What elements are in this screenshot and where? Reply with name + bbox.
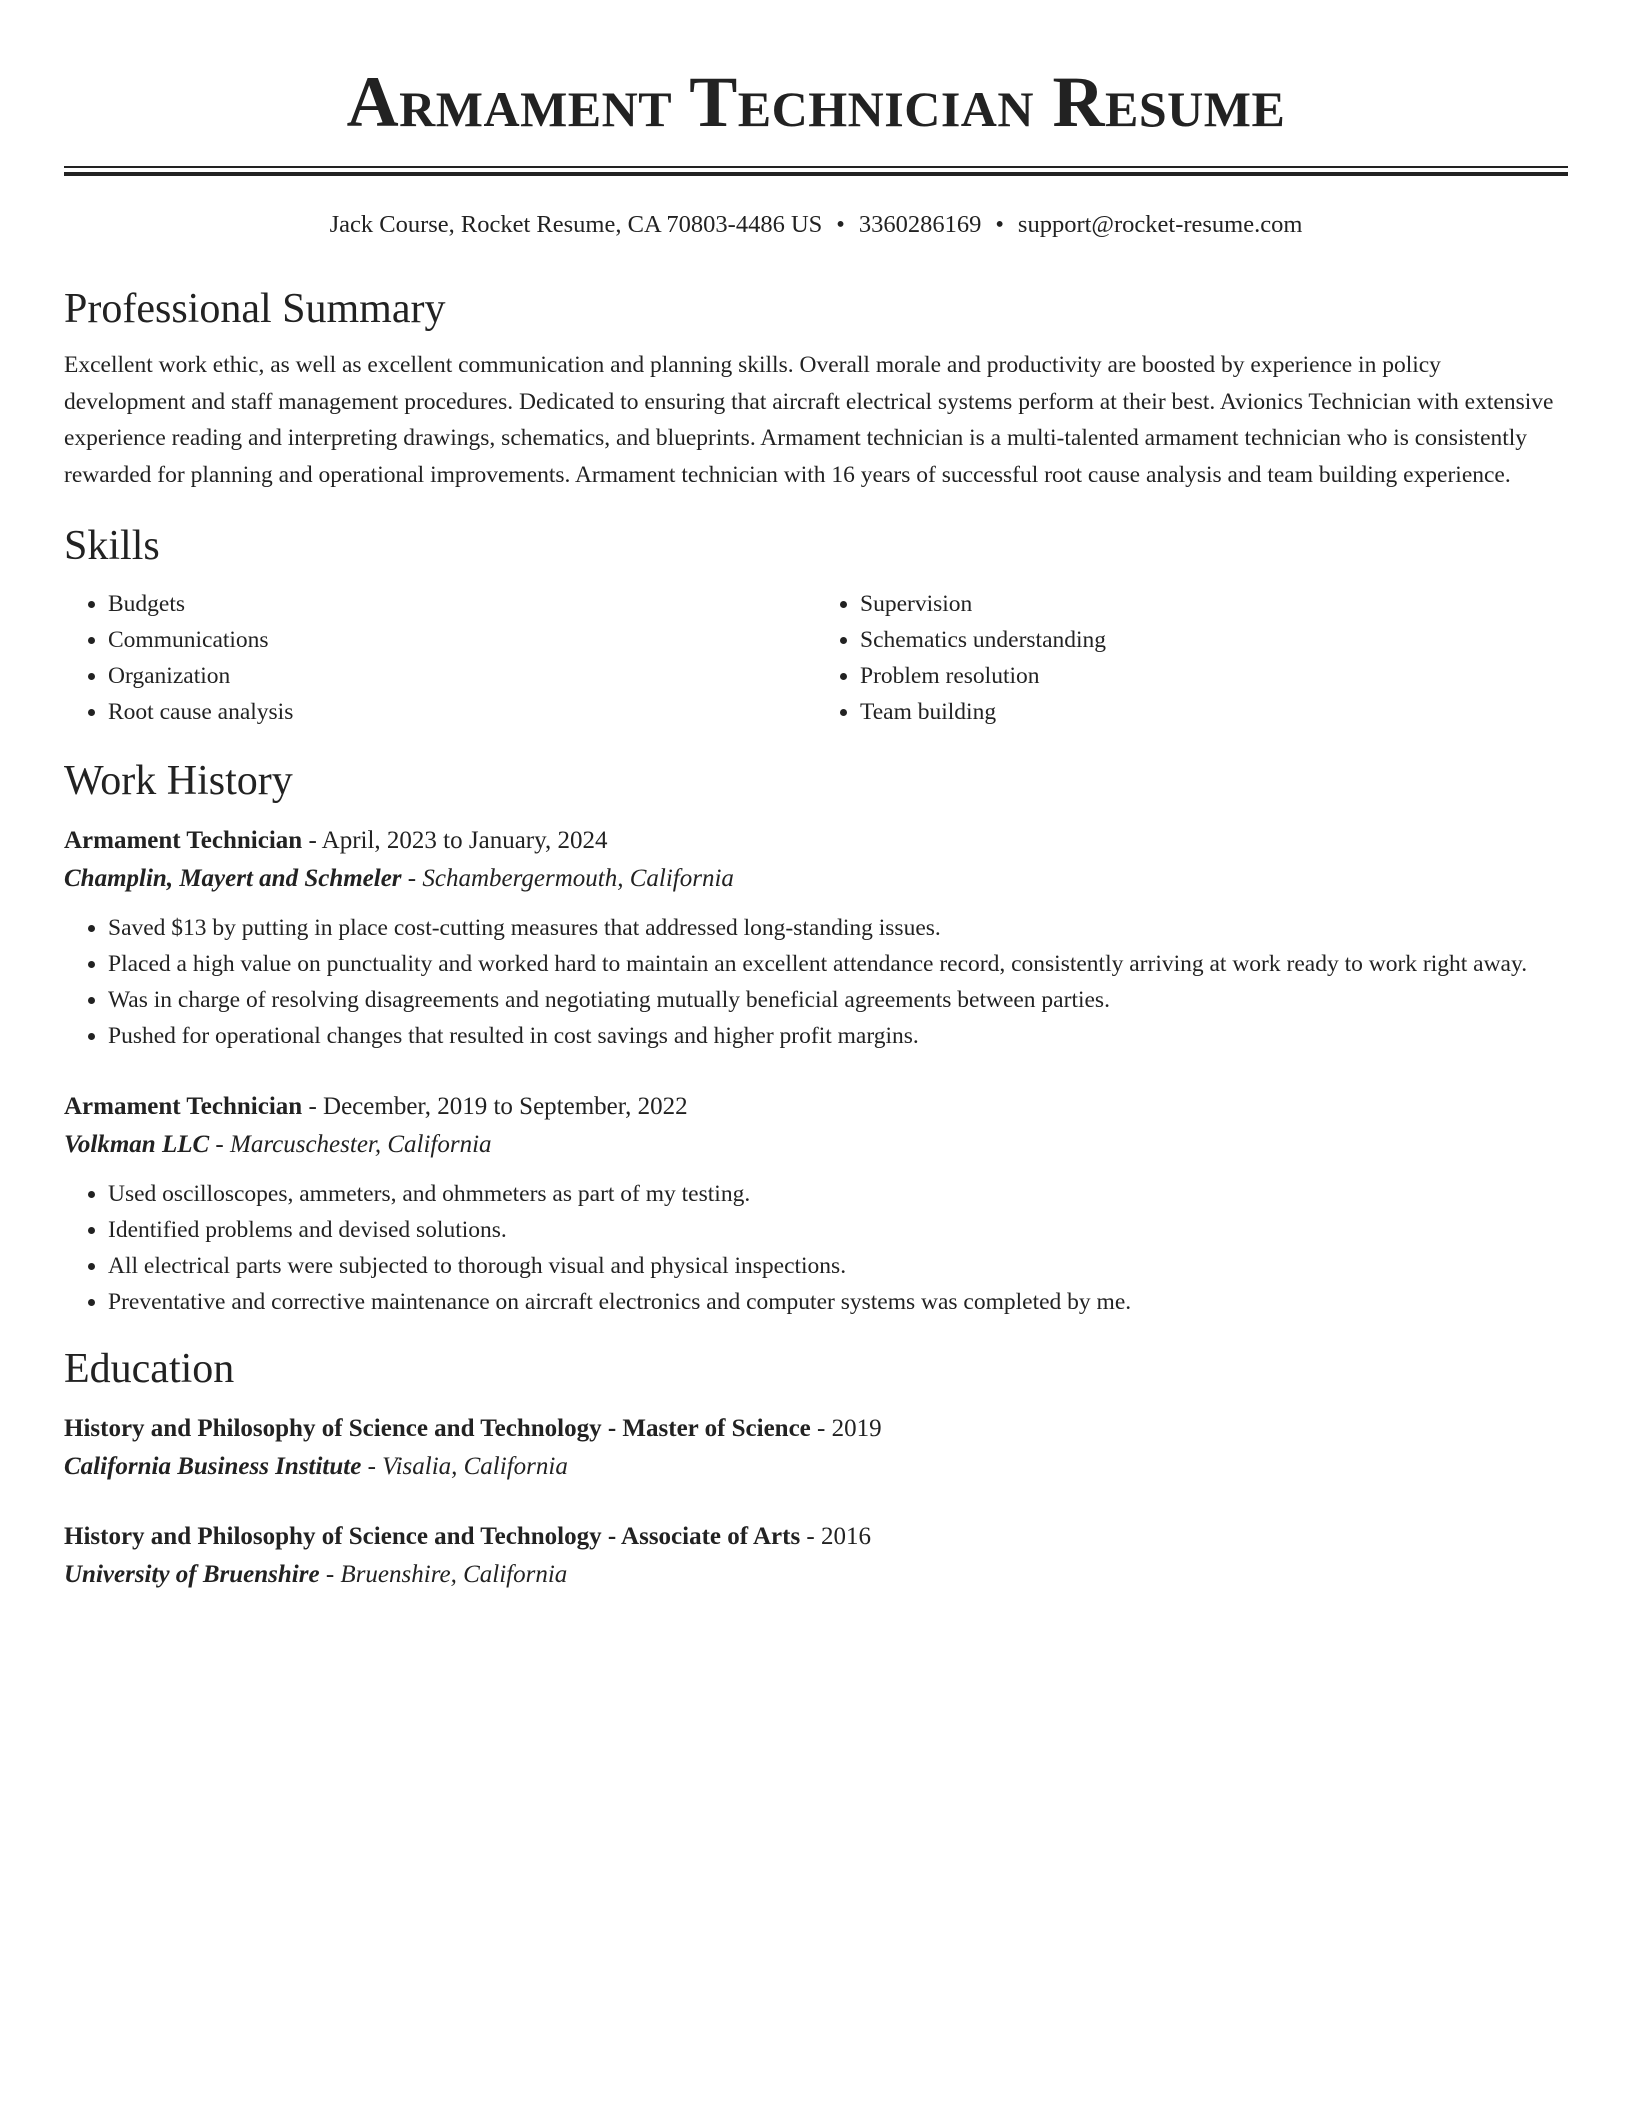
education-degree: History and Philosophy of Science and Technology - Master of Science [64,1415,811,1442]
skill-item: • Schematics understanding [860,622,1568,658]
work-history-heading: Work History [64,758,293,804]
skill-item: • Communications [108,622,816,658]
job-header [64,1088,1568,1126]
skills-list-left [64,586,816,730]
education-entry [64,1410,1568,1486]
job-employer-line [64,860,1568,898]
education-location: - Visalia, California [361,1453,568,1480]
contact-separator: • [836,211,845,238]
education-school-line [64,1448,1568,1486]
contact-separator: • [995,211,1004,238]
summary-heading: Professional Summary [64,286,446,332]
job-duty: • Identified problems and devised solutions. [108,1212,1568,1248]
job-duties-list [64,1176,1568,1320]
summary-text: Excellent work ethic, as well as excellent communication and planning skills. Overall morale and productivity are boosted by experience in policy development and staff management procedures. Dedicated to ensuring that aircraft electrical systems perform at their best. Avionics Technician with extensive experience reading and interpreting drawings, schematics, and blueprints. Armament technician is a multi-talented armament technician who is consistently rewarded for planning and operational improvements. Armament technician with 16 years of successful root cause analysis and team building experience. [64,352,1554,488]
contact-line [64,210,1568,240]
education-header [64,1410,1568,1448]
education-school-line [64,1556,1568,1594]
job-dates: - April, 2023 to January, 2024 [302,827,608,854]
job-duty: • Used oscilloscopes, ammeters, and ohmmeters as part of my testing. [108,1176,1568,1212]
skills-columns [64,586,1568,730]
job-duty: • Preventative and corrective maintenance on aircraft electronics and computer systems was completed by me. [108,1284,1568,1320]
job-entry [64,1088,1568,1320]
education-degree: History and Philosophy of Science and Technology - Associate of Arts [64,1523,801,1550]
job-duty: • Saved $13 by putting in place cost-cutting measures that addressed long-standing issues. [108,910,1568,946]
education-heading: Education [64,1346,235,1392]
education-school: University of Bruenshire [64,1561,320,1588]
education-entry [64,1518,1568,1594]
title-double-rule [64,166,1568,176]
skill-item: • Problem resolution [860,658,1568,694]
job-duty: • Pushed for operational changes that resulted in cost savings and higher profit margins. [108,1018,1568,1054]
job-company: Volkman LLC [64,1131,210,1158]
skill-item: • Budgets [108,586,816,622]
job-location: - Schambergermouth, California [401,865,734,892]
skills-heading: Skills [64,523,160,569]
contact-phone: 3360286169 [858,211,982,238]
job-duties-list [64,910,1568,1054]
contact-email: support@rocket-resume.com [1017,211,1303,238]
education-location: - Bruenshire, California [319,1561,568,1588]
skill-item: • Team building [860,694,1568,730]
skill-item: • Supervision [860,586,1568,622]
education-year: - 2019 [810,1415,882,1442]
job-header [64,822,1568,860]
education-school: California Business Institute [64,1453,362,1480]
job-dates: - December, 2019 to September, 2022 [302,1093,688,1120]
contact-address: Jack Course, Rocket Resume, CA 70803-4486 US [329,211,823,238]
education-year: - 2016 [800,1523,871,1550]
job-location: - Marcuschester, California [209,1131,492,1158]
skill-item: • Organization [108,658,816,694]
job-title: Armament Technician [64,1093,303,1120]
skill-item: • Root cause analysis [108,694,816,730]
job-duty: • All electrical parts were subjected to thorough visual and physical inspections. [108,1248,1568,1284]
education-header [64,1518,1568,1556]
job-duty: • Placed a high value on punctuality and worked hard to maintain an excellent attendance record, consistently arriving at work ready to work right away. [108,946,1568,982]
job-company: Champlin, Mayert and Schmeler [64,865,402,892]
skills-list-right [816,586,1568,730]
job-duty: • Was in charge of resolving disagreements and negotiating mutually beneficial agreements between parties. [108,982,1568,1018]
job-title: Armament Technician [64,827,303,854]
job-entry [64,822,1568,1054]
job-employer-line [64,1126,1568,1164]
resume-title: Armament Technician Resume [346,62,1286,142]
